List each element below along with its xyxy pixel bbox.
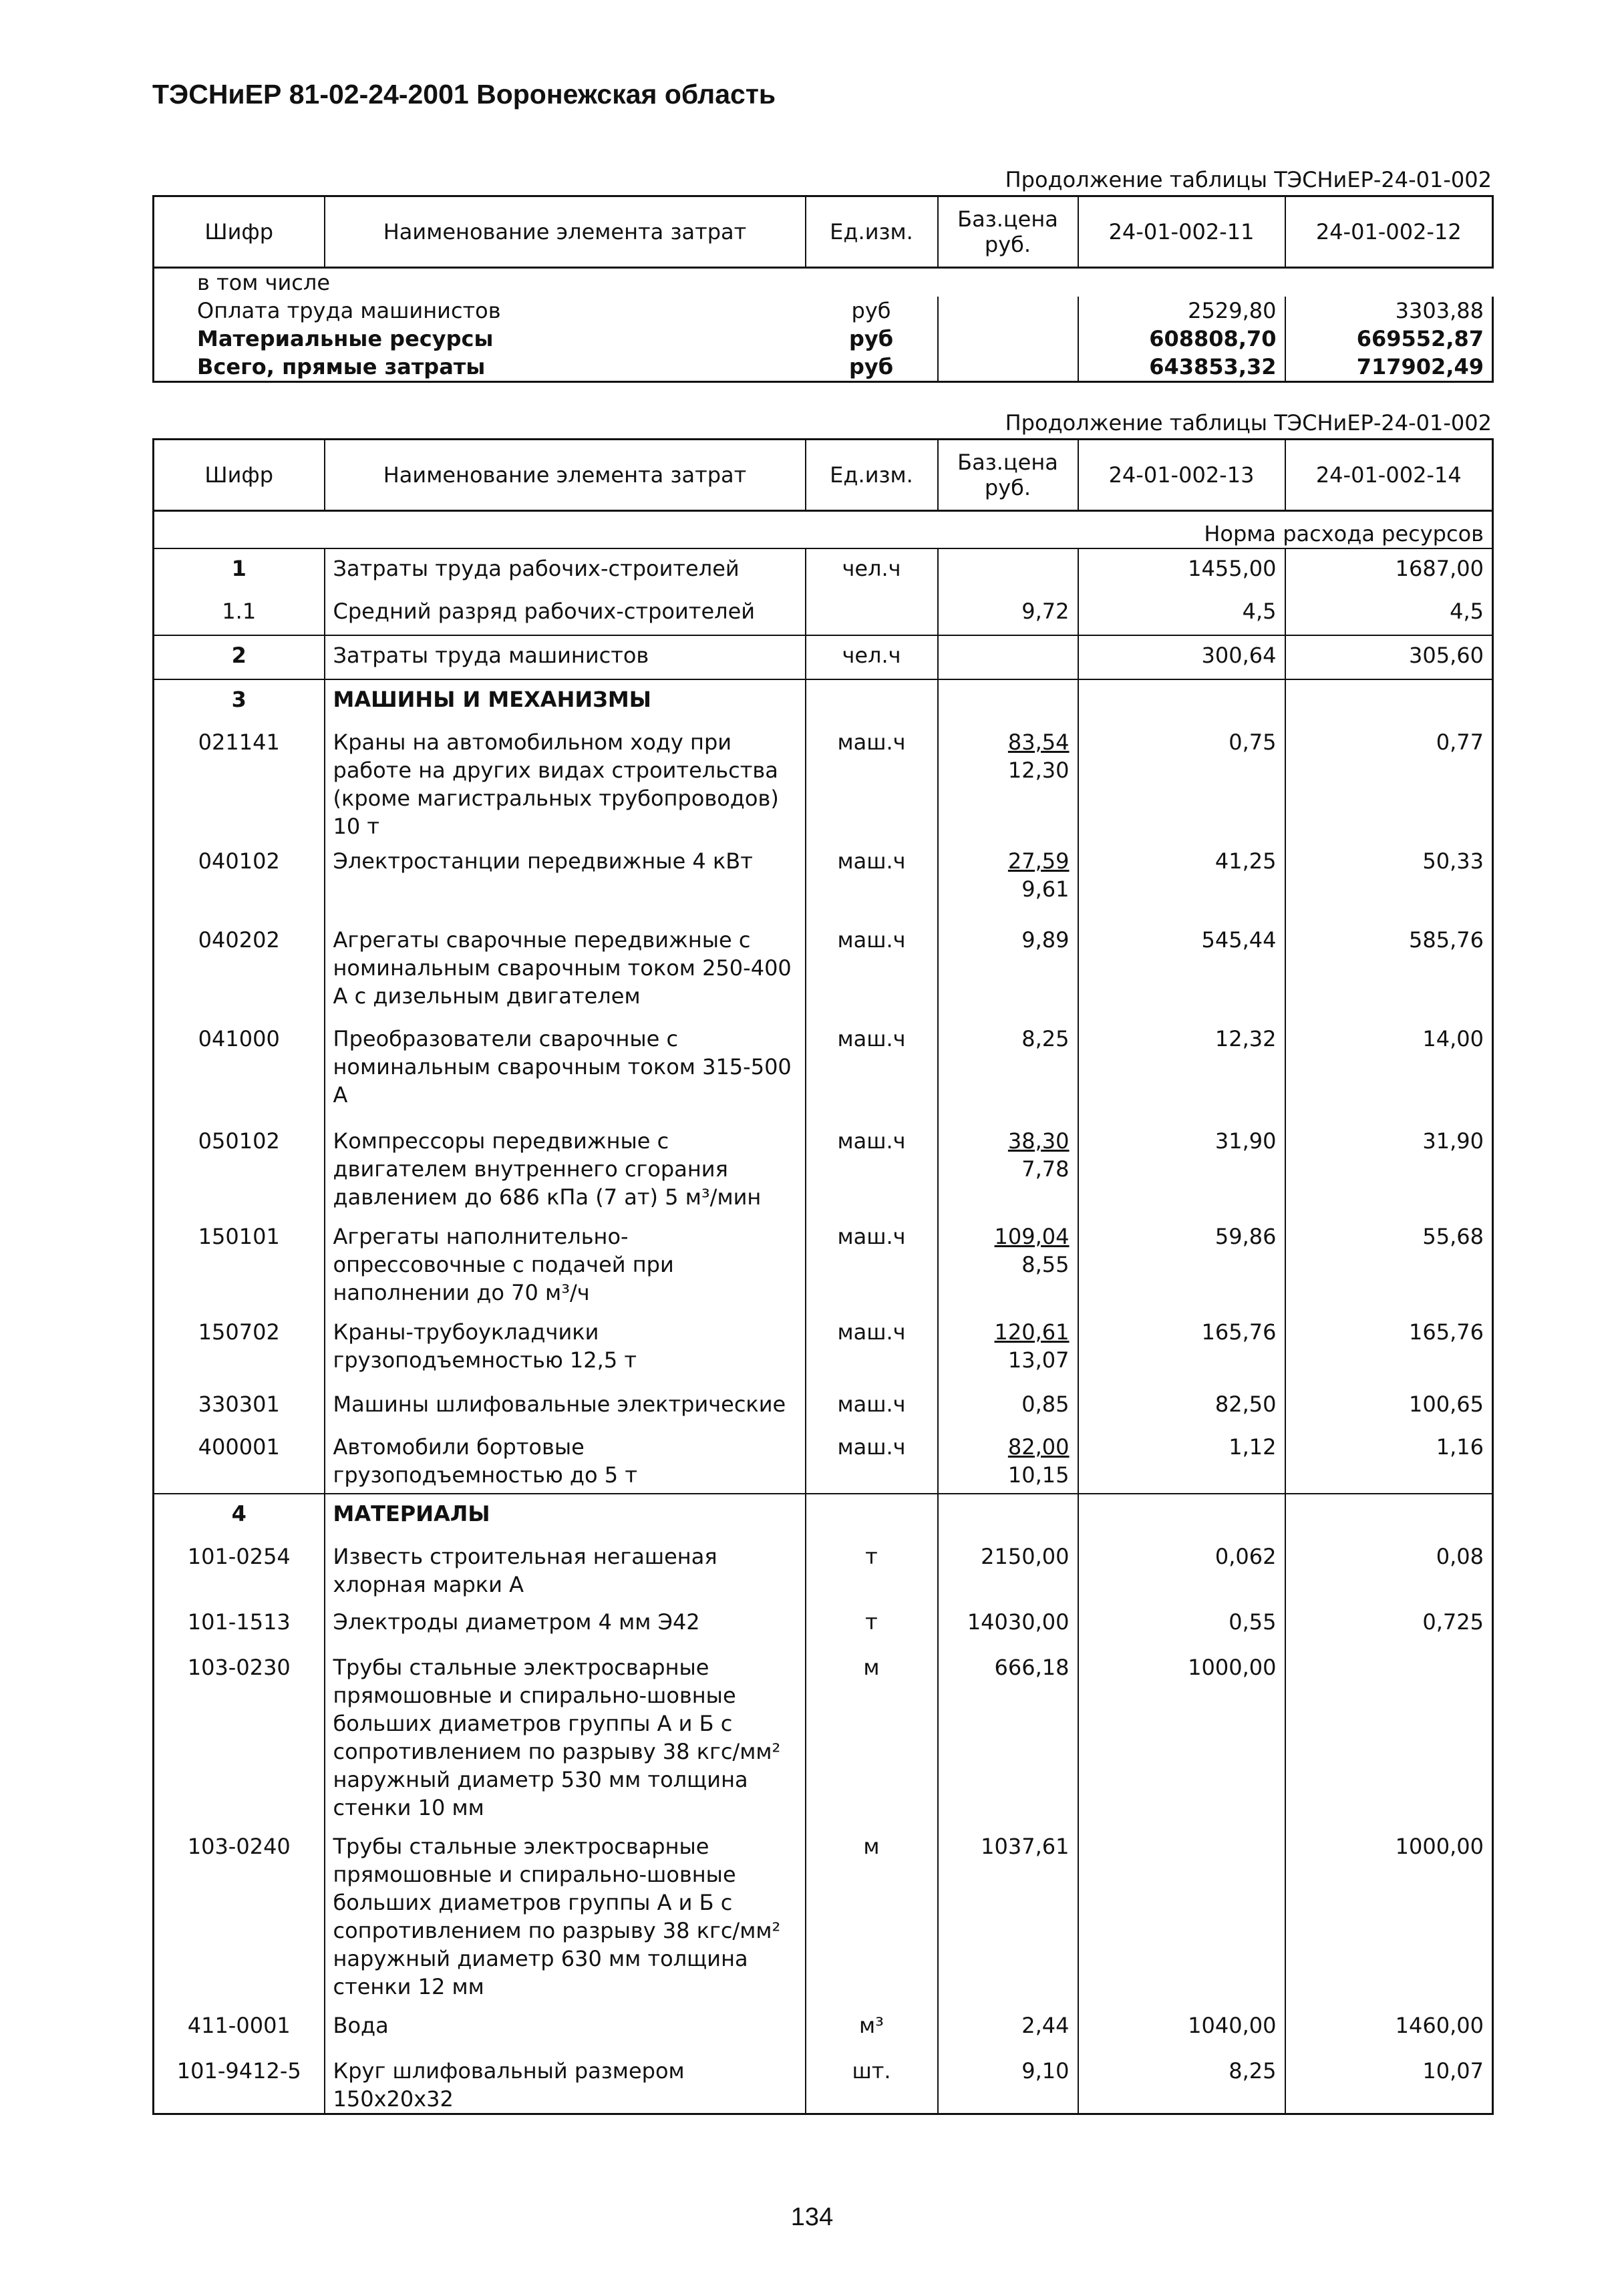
row-unit: руб — [806, 353, 938, 382]
price-main: 9,72 — [1021, 599, 1070, 624]
table-row — [154, 723, 1493, 842]
price-main: 8,25 — [1021, 1026, 1070, 1051]
row-unit: маш.ч — [806, 723, 938, 842]
price-machinist: 10,15 — [1007, 1462, 1070, 1488]
row-value-2: 0,08 — [1285, 1537, 1493, 1603]
row-price — [938, 679, 1078, 723]
row-code: 101-1513 — [154, 1603, 325, 1648]
row-name: Машины шлифовальные электрические — [325, 1385, 806, 1428]
row-value-1 — [1078, 679, 1285, 723]
table1 — [152, 195, 1494, 383]
row-price — [938, 1603, 1078, 1648]
row-value-2: 717902,49 — [1285, 353, 1493, 382]
row-code: 1.1 — [154, 592, 325, 635]
price-main: 82,00 — [1007, 1434, 1070, 1460]
row-price — [938, 1019, 1078, 1122]
row-price — [938, 297, 1078, 325]
row-name: Оплата труда машинистов — [154, 297, 806, 325]
row-value-1: 8,25 — [1078, 2052, 1285, 2114]
row-unit: м³ — [806, 2006, 938, 2052]
header-code: Шифр — [154, 440, 325, 511]
row-unit: маш.ч — [806, 1122, 938, 1217]
table-row — [154, 1827, 1493, 2006]
row-unit: руб — [851, 298, 891, 323]
row-code: 400001 — [154, 1428, 325, 1494]
row-price — [938, 1385, 1078, 1428]
row-name: Вода — [325, 2006, 806, 2052]
row-code: 150101 — [154, 1217, 325, 1313]
table-row — [154, 325, 1493, 353]
table-row — [154, 1313, 1493, 1385]
price-main: 9,89 — [1021, 927, 1070, 953]
row-unit: маш.ч — [806, 1428, 938, 1494]
row-price — [938, 1428, 1078, 1494]
price-main: 9,10 — [1021, 2058, 1070, 2084]
row-code: 150702 — [154, 1313, 325, 1385]
row-price — [938, 1122, 1078, 1217]
row-unit: маш.ч — [806, 1313, 938, 1385]
table2-header — [154, 440, 1493, 511]
price-main: 14030,00 — [967, 1609, 1070, 1635]
row-value-1: 59,86 — [1078, 1217, 1285, 1313]
row-value-1: 12,32 — [1078, 1019, 1285, 1122]
price-main: 38,30 — [1007, 1128, 1070, 1154]
row-name: Краны на автомобильном ходу при работе на других видах строительства (кроме магистральных трубопроводов) 10 т — [325, 723, 806, 842]
row-value-1: 4,5 — [1078, 592, 1285, 635]
row-unit: м — [806, 1827, 938, 2006]
row-unit: чел.ч — [806, 548, 938, 592]
row-unit: м — [806, 1648, 938, 1827]
table-row — [154, 921, 1493, 1019]
row-value-1: 545,44 — [1078, 921, 1285, 1019]
table-row — [154, 842, 1493, 921]
row-label: в том числе — [154, 268, 1493, 297]
price-machinist: 13,07 — [1007, 1347, 1070, 1373]
table1-caption: Продолжение таблицы ТЭСНиЕР-24-01-002 — [1005, 167, 1492, 192]
row-price — [938, 353, 1078, 382]
row-name: Автомобили бортовые грузоподъемностью до 5 т — [325, 1428, 806, 1494]
row-value-1: 0,55 — [1078, 1603, 1285, 1648]
row-value-1: 2529,80 — [1078, 297, 1285, 325]
row-value-2 — [1285, 1648, 1493, 1827]
document-title: ТЭСНиЕР 81-02-24-2001 Воронежская область — [152, 79, 776, 110]
row-name: Краны-трубоукладчики грузоподъемностью 12,5 т — [325, 1313, 806, 1385]
row-code: 040102 — [154, 842, 325, 921]
row-name: Затраты труда рабочих-строителей — [325, 548, 806, 592]
table2-caption: Продолжение таблицы ТЭСНиЕР-24-01-002 — [1005, 410, 1492, 436]
price-machinist: 9,61 — [1021, 876, 1070, 902]
row-value-2: 1460,00 — [1285, 2006, 1493, 2052]
table-row — [154, 2006, 1493, 2052]
price-main: 2150,00 — [981, 1544, 1070, 1569]
row-code: 411-0001 — [154, 2006, 325, 2052]
row-value-1: 608808,70 — [1078, 325, 1285, 353]
row-value-2: 0,77 — [1285, 723, 1493, 842]
row-price — [938, 325, 1078, 353]
row-name: Преобразователи сварочные с номинальным сварочным током 315-500 А — [325, 1019, 806, 1122]
row-unit: чел.ч — [806, 635, 938, 679]
price-machinist: 12,30 — [1007, 758, 1070, 783]
table-row — [154, 548, 1493, 592]
row-value-1: 0,062 — [1078, 1537, 1285, 1603]
row-value-1: 300,64 — [1078, 635, 1285, 679]
price-main: 120,61 — [994, 1319, 1070, 1345]
table2-body — [154, 548, 1493, 2114]
row-value-2: 31,90 — [1285, 1122, 1493, 1217]
row-value-1: 41,25 — [1078, 842, 1285, 921]
row-unit: маш.ч — [806, 842, 938, 921]
row-code: 1 — [154, 548, 325, 592]
row-unit — [806, 592, 938, 635]
price-main: 666,18 — [994, 1655, 1070, 1680]
row-value-2 — [1285, 1494, 1493, 1537]
row-code: 3 — [154, 679, 325, 723]
table-row — [154, 635, 1493, 679]
price-main: 83,54 — [1007, 729, 1070, 755]
row-code: 101-9412-5 — [154, 2052, 325, 2114]
row-value-1 — [1078, 1827, 1285, 2006]
price-main: 1037,61 — [981, 1834, 1070, 1859]
row-price — [938, 592, 1078, 635]
row-name: Электроды диаметром 4 мм Э42 — [325, 1603, 806, 1648]
row-value-2: 50,33 — [1285, 842, 1493, 921]
row-code: 330301 — [154, 1385, 325, 1428]
row-price — [938, 1827, 1078, 2006]
price-main: 0,85 — [1021, 1391, 1070, 1417]
row-name: Средний разряд рабочих-строителей — [325, 592, 806, 635]
table-row — [154, 592, 1493, 635]
row-value-1: 1455,00 — [1078, 548, 1285, 592]
row-unit — [806, 679, 938, 723]
row-value-1: 1040,00 — [1078, 2006, 1285, 2052]
row-name: Агрегаты сварочные передвижные с номинальным сварочным током 250-400 А с дизельным двигателем — [325, 921, 806, 1019]
page-number: 134 — [790, 2203, 834, 2231]
row-value-2: 1687,00 — [1285, 548, 1493, 592]
row-name: МАТЕРИАЛЫ — [325, 1494, 806, 1537]
row-price — [938, 1313, 1078, 1385]
row-unit — [806, 1494, 938, 1537]
row-unit: шт. — [806, 2052, 938, 2114]
row-value-2: 3303,88 — [1285, 297, 1493, 325]
table-row — [154, 1428, 1493, 1494]
row-value-1 — [1078, 1494, 1285, 1537]
norm-row — [154, 511, 1493, 549]
row-value-2: 4,5 — [1285, 592, 1493, 635]
row-code: 021141 — [154, 723, 325, 842]
row-price — [938, 635, 1078, 679]
row-name: Электростанции передвижные 4 кВт — [325, 842, 806, 921]
header-name: Наименование элемента затрат — [325, 440, 806, 511]
header-col1: 24-01-002-11 — [1078, 196, 1285, 268]
row-price — [938, 548, 1078, 592]
price-main: 27,59 — [1007, 848, 1070, 874]
row-value-1: 1000,00 — [1078, 1648, 1285, 1827]
row-value-1: 165,76 — [1078, 1313, 1285, 1385]
table-row — [154, 1648, 1493, 1827]
header-unit: Ед.изм. — [806, 196, 938, 268]
table-row — [154, 353, 1493, 382]
table-row — [154, 1217, 1493, 1313]
row-price — [938, 2006, 1078, 2052]
table-row — [154, 297, 1493, 325]
table2 — [152, 438, 1494, 2115]
row-code: 103-0230 — [154, 1648, 325, 1827]
header-col2: 24-01-002-12 — [1285, 196, 1493, 268]
row-unit: т — [806, 1537, 938, 1603]
row-unit: маш.ч — [806, 921, 938, 1019]
row-name: Затраты труда машинистов — [325, 635, 806, 679]
row-value-1: 0,75 — [1078, 723, 1285, 842]
row-price — [938, 1537, 1078, 1603]
table-row — [154, 1122, 1493, 1217]
norm-label: Норма расхода ресурсов — [1078, 511, 1493, 549]
row-name: Материальные ресурсы — [154, 325, 806, 353]
row-name: Трубы стальные электросварные прямошовные и спирально-шовные больших диаметров группы А и Б с сопротивлением по разрыву 38 кгс/мм² наружный диаметр 630 мм толщина стенки 12 мм — [325, 1827, 806, 2006]
row-code: 050102 — [154, 1122, 325, 1217]
row-unit: руб — [848, 326, 894, 351]
row-price — [938, 723, 1078, 842]
row-value-2: 1,16 — [1285, 1428, 1493, 1494]
price-machinist: 8,55 — [1021, 1252, 1070, 1277]
row-price — [938, 842, 1078, 921]
row-value-2: 0,725 — [1285, 1603, 1493, 1648]
row-value-2: 669552,87 — [1285, 325, 1493, 353]
header-price: Баз.цена руб. — [938, 196, 1078, 268]
row-value-2: 305,60 — [1285, 635, 1493, 679]
row-value-2: 10,07 — [1285, 2052, 1493, 2114]
row-name: МАШИНЫ И МЕХАНИЗМЫ — [325, 679, 806, 723]
row-code: 040202 — [154, 921, 325, 1019]
row-price — [938, 1217, 1078, 1313]
row-price — [938, 1494, 1078, 1537]
row-name: Агрегаты наполнительно-опрессовочные с подачей при наполнении до 70 м³/ч — [325, 1217, 806, 1313]
row-value-2: 100,65 — [1285, 1385, 1493, 1428]
table-row — [154, 268, 1493, 297]
row-name: Трубы стальные электросварные прямошовные и спирально-шовные больших диаметров группы А и Б с сопротивлением по разрыву 38 кгс/мм² наружный диаметр 530 мм толщина стенки 10 мм — [325, 1648, 806, 1827]
row-unit: маш.ч — [806, 1217, 938, 1313]
row-unit: маш.ч — [806, 1019, 938, 1122]
table-row — [154, 1603, 1493, 1648]
row-value-2: 55,68 — [1285, 1217, 1493, 1313]
row-value-2: 14,00 — [1285, 1019, 1493, 1122]
row-name: Компрессоры передвижные с двигателем внутреннего сгорания давлением до 686 кПа (7 ат) 5 м³/мин — [325, 1122, 806, 1217]
table-row — [154, 2052, 1493, 2114]
table-row — [154, 1537, 1493, 1603]
row-code: 4 — [154, 1494, 325, 1537]
table1-header — [154, 196, 1493, 268]
row-value-2: 585,76 — [1285, 921, 1493, 1019]
row-code: 041000 — [154, 1019, 325, 1122]
table-row — [154, 1019, 1493, 1122]
price-main: 109,04 — [994, 1224, 1070, 1249]
row-unit: т — [806, 1603, 938, 1648]
row-name: Известь строительная негашеная хлорная марки А — [325, 1537, 806, 1603]
header-name: Наименование элемента затрат — [325, 196, 806, 268]
row-name: Всего, прямые затраты — [154, 353, 806, 382]
header-col2: 24-01-002-14 — [1285, 440, 1493, 511]
row-value-1: 82,50 — [1078, 1385, 1285, 1428]
header-col1: 24-01-002-13 — [1078, 440, 1285, 511]
row-value-2: 165,76 — [1285, 1313, 1493, 1385]
row-value-1: 1,12 — [1078, 1428, 1285, 1494]
row-price — [938, 1648, 1078, 1827]
header-price: Баз.цена руб. — [938, 440, 1078, 511]
table-row — [154, 1494, 1493, 1537]
row-value-2: 1000,00 — [1285, 1827, 1493, 2006]
row-price — [938, 2052, 1078, 2114]
row-code: 2 — [154, 635, 325, 679]
table-row — [154, 679, 1493, 723]
row-price — [938, 921, 1078, 1019]
price-main: 2,44 — [1021, 2013, 1070, 2038]
row-name: Круг шлифовальный размером 150х20х32 — [325, 2052, 806, 2114]
price-machinist: 7,78 — [1021, 1156, 1070, 1182]
header-unit: Ед.изм. — [806, 440, 938, 511]
row-code: 103-0240 — [154, 1827, 325, 2006]
row-unit: маш.ч — [806, 1385, 938, 1428]
row-value-1: 31,90 — [1078, 1122, 1285, 1217]
header-code: Шифр — [154, 196, 325, 268]
table-row — [154, 1385, 1493, 1428]
row-value-1: 643853,32 — [1078, 353, 1285, 382]
row-value-2 — [1285, 679, 1493, 723]
row-code: 101-0254 — [154, 1537, 325, 1603]
